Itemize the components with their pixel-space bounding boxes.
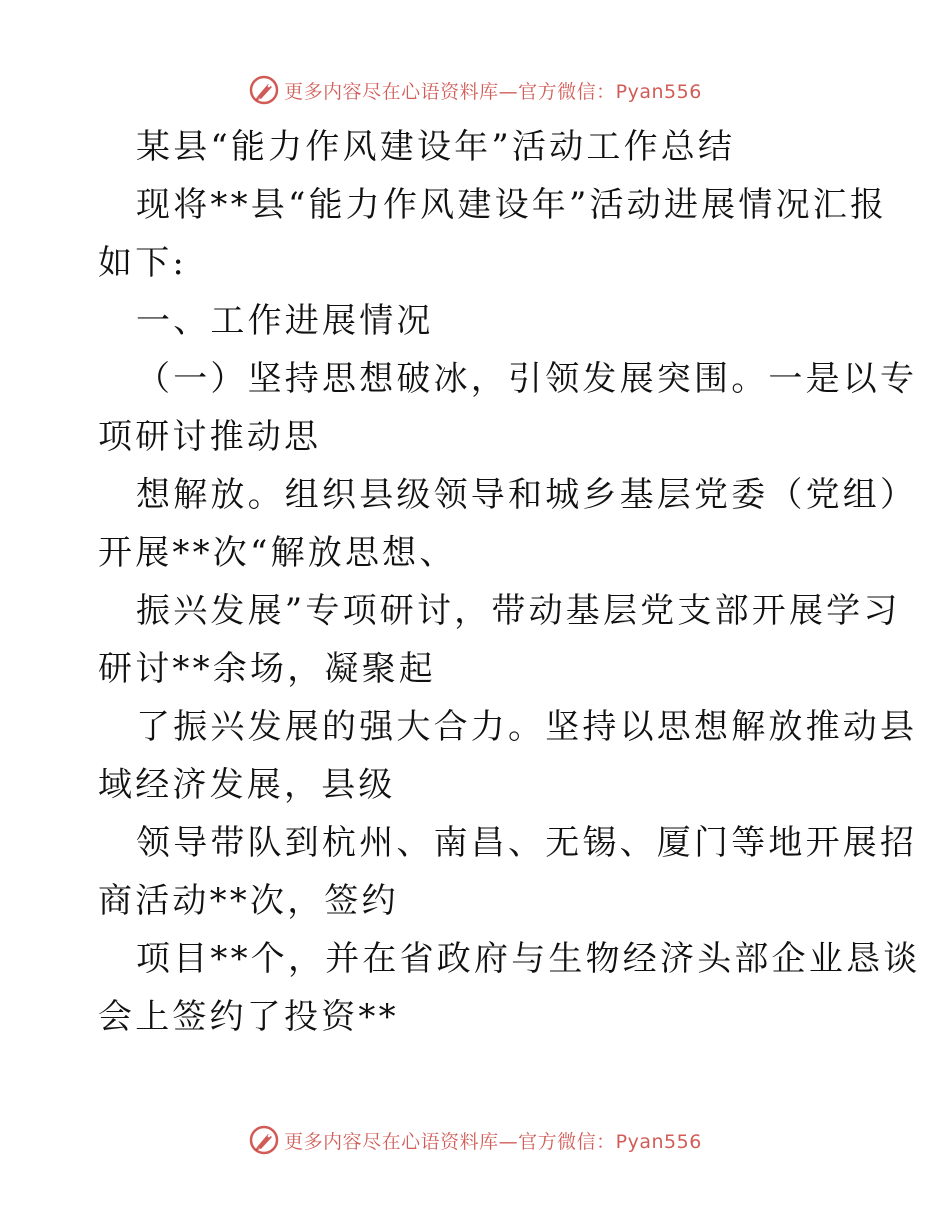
paragraph-line: 现将**县“能力作风建设年”活动进展情况汇报 xyxy=(136,185,888,225)
paragraph-line: 如下: xyxy=(98,243,188,283)
paragraph-line: 开展**次“解放思想、 xyxy=(98,533,457,573)
footer-watermark xyxy=(0,1120,950,1160)
paragraph-line: 项目**个，并在省政府与生物经济头部企业恳谈 xyxy=(136,939,921,979)
paragraph-line: 会上签约了投资** xyxy=(98,997,399,1037)
pen-nib-seal-icon xyxy=(248,1124,280,1156)
pen-nib-seal-icon xyxy=(248,74,280,106)
paragraph-line: 振兴发展”专项研讨，带动基层党支部开展学习 xyxy=(136,591,901,631)
header-watermark xyxy=(0,70,950,110)
document-body xyxy=(98,118,921,1046)
watermark-text: 更多内容尽在心语资料库—官方微信：Pyan556 xyxy=(284,1130,702,1153)
paragraph-line: 域经济发展，县级 xyxy=(98,765,396,805)
document-title: 某县“能力作风建设年”活动工作总结 xyxy=(136,127,736,167)
watermark-text: 更多内容尽在心语资料库—官方微信：Pyan556 xyxy=(284,80,702,103)
section-heading: 一、工作进展情况 xyxy=(136,301,434,341)
paragraph-line: 项研讨推动思 xyxy=(98,417,322,457)
paragraph-line: （一）坚持思想破冰，引领发展突围。一是以专 xyxy=(136,359,918,399)
paragraph-line: 商活动**次，签约 xyxy=(98,881,399,921)
paragraph-line: 研讨**余场，凝聚起 xyxy=(98,649,436,689)
paragraph-line: 想解放。组织县级领导和城乡基层党委（党组） xyxy=(136,475,918,515)
paragraph-line: 领导带队到杭州、南昌、无锡、厦门等地开展招 xyxy=(136,823,918,863)
paragraph-line: 了振兴发展的强大合力。坚持以思想解放推动县 xyxy=(136,707,918,747)
